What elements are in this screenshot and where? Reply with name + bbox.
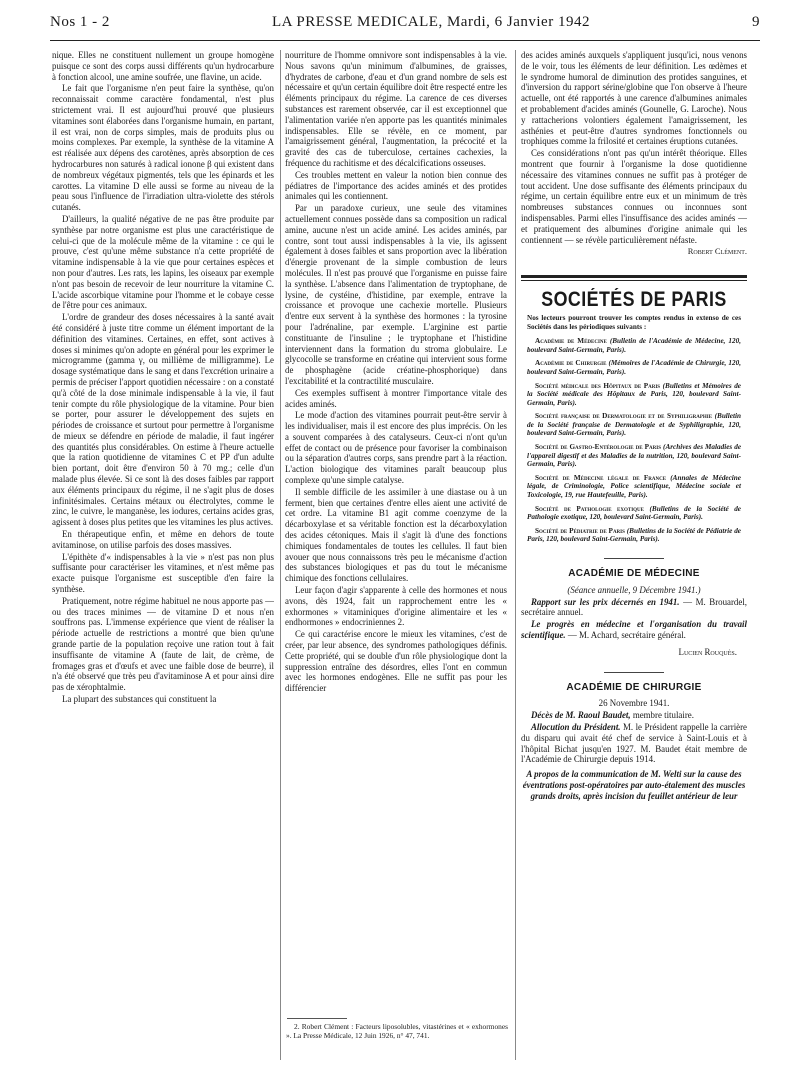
journal-title: LA PRESSE MEDICALE, Mardi, 6 Janvier 1942 (271, 14, 590, 30)
paragraph: Il semble difficile de les assimiler à une diastase ou à un ferment, bien que certaines d'entre elles aient une activité de cet ordre. La vitamine B1 agit comme coenzyme de la décarboxylase et sa véritable fonction est la décarboxylation des acides cétoniques. Mais il s'agit là d'une des fonctions chimiques fondamentales de toutes les cellules. Il faut bien avouer que nous connaissons très peu le mécanisme d'action des substances biologiques et pas du tout le mécanisme chimique des fonctions cellulaires. (285, 486, 507, 584)
paragraph: des acides aminés auxquels s'appliquent jusqu'ici, nous venons de le voir, tous les éléments de leur définition. Les œdèmes et le syndrome humoral de diminution des protides sanguines, et d'inversion du rapport sérine/globine que l'on observe à l'heure actuelle, ont été rapportés à une carence d'albumines animales et probablement d'acides aminés (Gounelle, G. Laroche). Nous y rattacherions volontiers également l'amaigrissement, les asthénies et peut-être d'autres syndromes fonctionnels ou trophiques comme la frilosité et certaines éruptions cutanées. (521, 50, 747, 147)
session-date: (Séance annuelle, 9 Décembre 1941.) (567, 584, 701, 595)
paragraph: nourriture de l'homme omnivore sont indispensables à la vie. Nous savons qu'un minimum d'albumines, de graisses, d'hydrates de carbone, d'eau et d'un grand nombre de sels est nécessaire et qu'un certain équilibre doit être respecté entre les éléments principaux du régime. La carence de ces diverses substances est rarement observée, car il est exceptionnel que l'alimentation variée n'en apporte pas les quantités minimales indispensables. Elle se révèle, en ce moment, par l'amaigrissement général, l'augmentation, la précocité et la gravité des cas de tuberculose, certaines cachexies, la fréquence du rachitisme et des décalcifications osseuses. (285, 50, 507, 168)
section-rule (604, 558, 664, 559)
paragraph: La plupart des substances qui constituent la (62, 694, 217, 705)
list-item: Société de Médecine légale de France (Annales de Médecine légale, de Criminologie, Police scientifique, Médecine sociale et Toxicologie, 19, rue Hautefeuille, Paris). (527, 473, 741, 500)
paragraph: Ces troubles mettent en valeur la notion bien connue des pédiatres de l'importance des acides aminés et des protides animales qui les contiennent. (285, 169, 507, 202)
paragraph: Le fait que l'organisme n'en peut faire la synthèse, qu'on reconnaissait comme caractère fondamental, n'est plus strictement vrai. Il est aujourd'hui prouvé que plusieurs vitamines sont élaborées dans l'organisme humain, en partant, il est vrai, non de corps simples, mais de produits plus ou moins complexes. Par exemple, la synthèse de la vitamine A est réalisée aux dépens des carotènes, après absorption de ces hydrocarbures non saturés à radical ionone β qui existent dans de nombreux végétaux pigmentés, tels que les épinards et les carottes. La vitamine D elle aussi se forme au niveau de la peau sous l'influence de l'irradiation ultra-violette des stérols cutanés. (52, 83, 274, 213)
paragraph: En thérapeutique enfin, et même en dehors de toute avitaminose, on utilise parfois des doses massives. (52, 529, 274, 550)
list-item: Académie de Chirurgie (Mémoires de l'Académie de Chirurgie, 120, boulevard Saint-Germain, Paris). (527, 359, 741, 376)
paragraph: Ce qui caractérise encore le mieux les vitamines, c'est de créer, par leur absence, des syndromes pathologiques définis. Cette propriété, qui se double d'un rôle physiologique dont la suppression entraîne des désordres, elles l'ont en commun avec les hormones endogènes. Elle ne suffit pas pour les différencier (285, 629, 507, 694)
list-item: Société de Pathologie exotique (Bulletins de la Société de Pathologie exotique, 120, boulevard Saint-Germain, Paris). (527, 504, 742, 522)
column-divider-2 (515, 50, 516, 1060)
list-item: Société de Gastro-Entérologie de Paris (Archives des Maladies de l'appareil digestif et des Maladies de la nutrition, 120, boulevard Saint-Germain, Paris). (527, 443, 742, 469)
paragraph: Pratiquement, notre régime habituel ne nous apporte pas — ou des traces minimes — de vitamine D et nous n'en souffrons pas. L'immense expérience que vient de réaliser la période actuelle de restrictions a montré que bien qu'une grande partie de la population reçoive une ration tout à fait insuffisante de vitamine A (faute de lait, de crème, de fromages gras et d'œufs et avec une faible dose de beurre), il n'a été observé que très peu d'avitaminose A et pour ainsi dire pas de xérophtalmie. (52, 595, 274, 693)
column-2 (285, 50, 507, 1012)
societes-list (527, 337, 741, 544)
paragraph: nique. Elles ne constituent nullement un groupe homogène puisque ce sont des corps aussi différents qu'un hydrocarbure à fonction alcool, une amine soufrée, une flavine, un acide. (52, 50, 274, 82)
reporter-signature: Lucien Rouquès. (678, 646, 737, 657)
paragraph: Le mode d'action des vitamines pourrait peut-être servir à les individualiser, mais il est encore des plus imprécis. On les a souvent comparées à des catalyseurs. Ceux-ci n'ont qu'un effet de contact ou de présence pour favoriser la combinaison ou la séparation d'autres corps, sans prendre part à la réaction. L'action biologique des vitamines paraît beaucoup plus complexe qu'une simple catalyse. (285, 410, 507, 486)
societes-title: SOCIÉTÉS DE PARIS (541, 288, 727, 312)
paragraph: Rapport sur les prix décernés en 1941. — M. Brouardel, secrétaire annuel. (521, 596, 747, 618)
paragraph: D'ailleurs, la qualité négative de ne pas être produite par synthèse par notre organisme est plus une caractéristique de celui-ci que de la molécule même de la vitamine : ce qui le prouve, c'est qu'une même substance n'a cette propriété de vitamine indispensable à la vie que pour certaines espèces et non pour d'autres. Les rats, les lapins, les oiseaux par exemple n'ont pas besoin de recevoir de leur nourriture la vitamine C. L'acide ascorbique vitamine pour l'homme et le cobaye cesse de l'être pour ces animaux. (52, 213, 274, 311)
column-3 (521, 50, 747, 1066)
issue-number: Nos 1 - 2 (50, 14, 110, 30)
paragraph: Le progrès en médecine et l'organisation du travail scientifique. — M. Achard, secrétaire général. (521, 619, 747, 640)
list-item: Société médicale des Hôpitaux de Paris (Bulletins et Mémoires de la Société médicale des Hôpitaux de Paris, 120, boulevard Saint-Germain, Paris). (527, 381, 741, 407)
paragraph: Ces considérations n'ont pas qu'un intérêt théorique. Elles montrent que fournir à l'organisme la dose quotidienne nécessaire des vitamines connues ne suffit pas à protéger de tout accident. Une dose suffisante des éléments principaux du régime, un certain équilibre entre eux et un minimum de très nombreuses substances connues ou inconnues sont indispensables. Parmi elles l'insuffisance des acides aminés — et pratiquement des albumines d'origine animale qui les contiennent — se révèle particulièrement néfaste. (521, 148, 747, 245)
list-item: Académie de Médecine (Bulletin de l'Académie de Médecine, 120, boulevard Saint-Germain, Paris). (527, 337, 741, 354)
academie-medecine-title: ACADÉMIE DE MÉDECINE (568, 568, 700, 579)
paragraph: L'ordre de grandeur des doses nécessaires à la santé avait été considéré à juste titre comme un élément important de la définition des vitamines. Certaines, en effet, sont actives à doses si minimes qu'on adopte en général pour les exprimer le microgramme (gamma γ, ou millième de milligramme). Le dosage systématique dans le sang et dans l'excrétion urinaire a permis de préciser l'apport quotidien nécessaire : on a constaté qu'à côté de la dose minimale indispensable à la vie, il faut tenir compte du rôle physiologique de la vitamine. Pour bien se porter, pour assurer le développement des sujets en périodes de croissance et surtout pour permettre à l'organisme de mieux se défendre en période de maladie, il faut ingérer des quantités plus considérables. On estime à l'heure actuelle que la ration quotidienne de vitamines C et PP d'un adulte bien portant, doit être d'environ 50 à 70 mg.; celle d'un malade plus élevée. Si ce sont là des doses faibles par rapport aux éléments principaux du régime, il ne s'agit plus de doses infinitésimales. Certains métaux ou électrolytes, comme le zinc, le cuivre, le manganèse, les iodures, certains acides gras, agissent à doses plus petites que les vitamines les plus actives. (52, 312, 274, 528)
paragraph: Par un paradoxe curieux, une seule des vitamines actuellement connues possède dans sa composition un radical amine, aucune n'est un acide aminé. Les acides aminés, par contre, sont tout aussi indispensables à la vie, ils agissent également à doses faibles et sans proportion avec la libération d'énergie provenant de la simple combustion de leurs molécules. Il n'est pas prouvé que l'organisme en puisse faire la synthèse. L'absence dans l'alimentation de tryptophane, de lysine, de cystéine, d'histidine, par exemple, entrave la croissance et provoque une cachexie mortelle. Plusieurs d'entre eux servent à la synthèse des hormones : la tyrosine pour l'adrénaline, par exemple. L'arginine est partie constituante de l'insuline ; le tryptophane et l'histidine interviennent dans la formation du stroma globulaire. Le glycocolle se transforme en créatine qui intervient sous forme de phosphagène (acide créatine-phosphorique) dans l'excitabilité et la contractilité musculaire. (285, 203, 507, 386)
paragraph: Décès de M. Raoul Baudet, membre titulaire. (531, 710, 694, 721)
column-1 (52, 50, 274, 1066)
footnote-text: 2. Robert Clément : Facteurs liposolubles, vitastérines et « exhormones ». La Presse Médicale, 12 Juin 1926, n° 47, 741. (286, 1022, 508, 1040)
footnote (286, 1022, 508, 1040)
column-divider-1 (280, 50, 281, 1060)
section-rule (604, 672, 664, 673)
session-date: 26 Novembre 1941. (598, 698, 670, 709)
page-header (50, 14, 760, 41)
paragraph: Ces exemples suffisent à montrer l'importance vitale des acides aminés. (285, 387, 507, 409)
author-signature: Robert Clément. (687, 246, 747, 257)
paragraph: Leur façon d'agir s'apparente à celle des hormones et nous avons, dès 1924, fait un rapprochement entre les « exhormones » vitaminiques d'origine alimentaire et les « endhormones » endocriniennes 2. (285, 585, 507, 628)
societes-intro: Nos lecteurs pourront trouver les comptes rendus in extenso de ces Sociétés dans les périodiques suivants : (527, 313, 741, 331)
footnote-rule (287, 1018, 347, 1019)
paragraph: L'épithète d'« indispensables à la vie » n'est pas non plus suffisante pour caractériser les vitamines, et n'est même pas exacte puisque l'organisme est susceptible d'en faire la synthèse. (52, 551, 274, 595)
list-item: Société française de Dermatologie et de Syphiligraphie (Bulletin de la Société française de Dermatologie et de Syphiligraphie, 120, boulevard Saint-Germain, Paris). (527, 412, 741, 438)
paragraph: Allocution du Président. M. le Président rappelle la carrière du disparu qui avait été chef de service à Saint-Louis et à l'hôpital Bichat jusqu'en 1927. M. Baudet était membre de l'Académie de Chirurgie depuis 1914. (521, 721, 747, 765)
section-double-rule (521, 275, 747, 281)
list-item: Société de Pédiatrie de Paris (Bulletins de la Société de Pédiatrie de Paris, 120, boulevard Saint-Germain, Paris). (527, 526, 741, 544)
academie-chirurgie-title: ACADÉMIE DE CHIRURGIE (566, 681, 702, 693)
page-number: 9 (752, 14, 760, 30)
paragraph: A propos de la communication de M. Welti sur la cause des éventrations post-opératoires par auto-étalement des muscles grands droits, après incision du feuillet antérieur de leur (522, 769, 746, 801)
